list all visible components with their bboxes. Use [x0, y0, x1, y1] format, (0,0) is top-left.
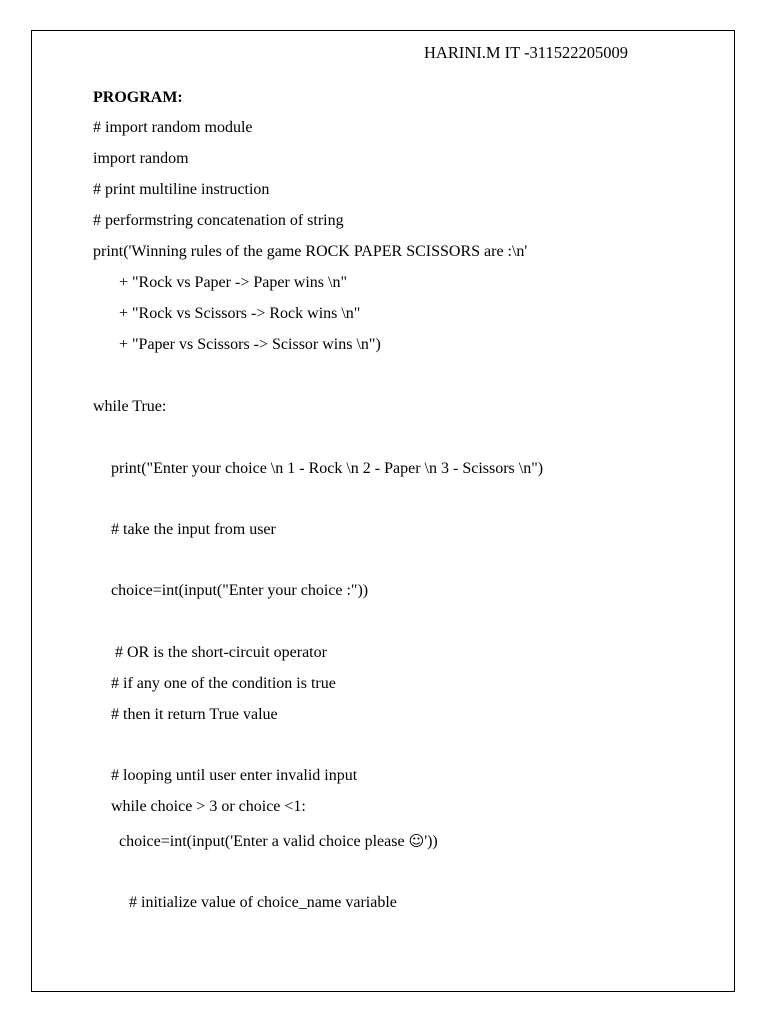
code-line-18-end: ')) — [424, 833, 438, 850]
code-line-13: # OR is the short-circuit operator — [115, 644, 327, 661]
author-header: HARINI.M IT -311522205009 — [424, 43, 628, 62]
code-line-11: # take the input from user — [111, 521, 276, 538]
code-line-14: # if any one of the condition is true — [111, 675, 336, 692]
code-line-10: print("Enter your choice \n 1 - Rock \n 2 - Paper \n 3 - Scissors \n") — [111, 460, 544, 477]
code-line-17: while choice > 3 or choice <1: — [111, 798, 306, 815]
code-line-12: choice=int(input("Enter your choice :")) — [111, 582, 369, 599]
code-line-7: + "Rock vs Scissors -> Rock wins \n" — [119, 305, 361, 322]
code-line-18 — [119, 831, 438, 852]
code-line-16: # looping until user enter invalid input — [111, 767, 358, 784]
code-line-8: + "Paper vs Scissors -> Scissor wins \n") — [119, 336, 381, 353]
code-line-2: import random — [93, 150, 189, 167]
code-line-19: # initialize value of choice_name variable — [129, 894, 397, 911]
program-heading: PROGRAM: — [93, 89, 183, 106]
smiley-icon: ☺ — [408, 832, 425, 850]
code-line-1: # import random module — [93, 119, 253, 136]
code-line-4: # performstring concatenation of string — [93, 212, 344, 229]
code-line-15: # then it return True value — [111, 706, 278, 723]
code-line-18-text: choice=int(input('Enter a valid choice please — [119, 833, 409, 850]
code-line-3: # print multiline instruction — [93, 181, 270, 198]
code-line-5: print('Winning rules of the game ROCK PAPER SCISSORS are :\n' — [93, 243, 528, 260]
code-line-6: + "Rock vs Paper -> Paper wins \n" — [119, 274, 347, 291]
code-line-9: while True: — [93, 398, 167, 415]
